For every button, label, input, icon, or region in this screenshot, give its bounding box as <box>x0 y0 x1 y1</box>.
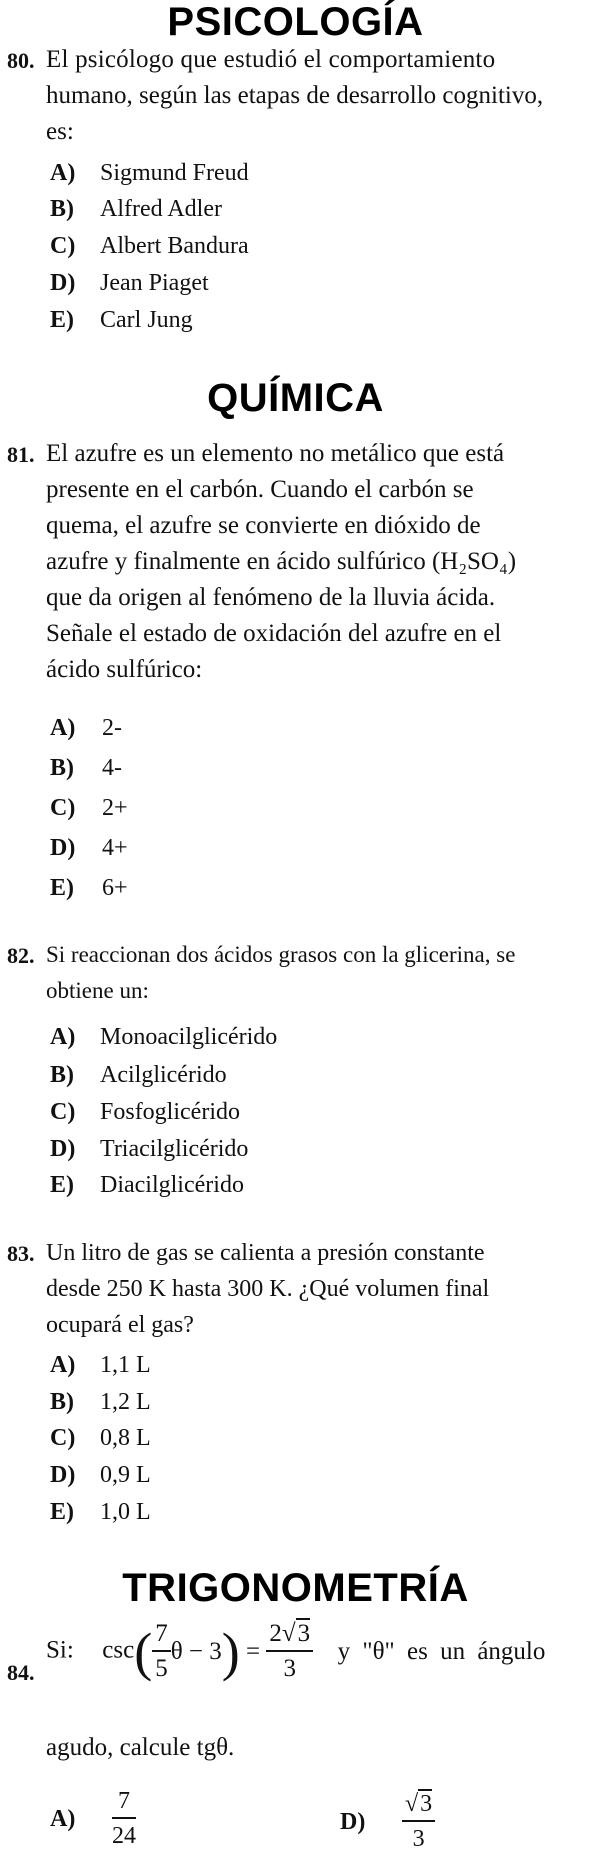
option-d[interactable] <box>50 1136 248 1163</box>
option-text: 2- <box>102 715 122 741</box>
option-text: Diacilglicérido <box>100 1172 244 1198</box>
option-letter: E) <box>50 875 74 901</box>
text-line: El psicólogo que estudió el comportamiento <box>46 46 496 73</box>
option-c[interactable] <box>50 1099 240 1126</box>
option-text: 4+ <box>102 835 128 861</box>
question-number: 81. <box>7 442 35 467</box>
option-e[interactable] <box>50 307 193 334</box>
text-line: que da origen al fenómeno de la lluvia ácida. <box>46 584 496 611</box>
question-text: agudo, calcule tgθ. <box>46 1734 235 1761</box>
right-paren: ) <box>221 1622 240 1682</box>
radicand: 3 <box>420 1791 433 1817</box>
option-letter: B) <box>50 196 74 222</box>
section-title-psicologia: PSICOLOGÍA <box>167 0 424 44</box>
option-text: 0,9 L <box>100 1462 151 1488</box>
text-line: ocupará el gas? <box>46 1312 194 1338</box>
si-label: Si: <box>46 1636 74 1664</box>
option-text: 2+ <box>102 795 128 821</box>
option-text: Carl Jung <box>100 307 193 333</box>
fraction-denominator: 3 <box>283 1655 296 1682</box>
text-line: es: <box>46 118 74 145</box>
option-letter: A) <box>50 1024 76 1050</box>
option-a[interactable] <box>50 715 122 742</box>
text-line: desde 250 K hasta 300 K. ¿Qué volumen final <box>46 1276 490 1302</box>
fraction-numerator <box>402 1788 435 1822</box>
question-number: 83. <box>7 1241 35 1266</box>
option-letter: A) <box>50 1805 76 1832</box>
option-text: 1,2 L <box>100 1389 151 1415</box>
option-e[interactable] <box>50 1172 244 1199</box>
option-b[interactable] <box>50 1062 227 1089</box>
question-number: 84. <box>7 1660 35 1685</box>
option-fraction <box>402 1788 435 1856</box>
option-d[interactable] <box>50 270 209 297</box>
option-letter: A) <box>50 160 76 186</box>
option-letter: E) <box>50 1499 74 1525</box>
option-text: Triacilglicérido <box>100 1136 249 1162</box>
option-b[interactable] <box>50 755 122 782</box>
option-letter: D) <box>50 1462 76 1488</box>
csc-function: csc <box>102 1636 135 1664</box>
question-text <box>46 937 582 1009</box>
coefficient: 2 <box>269 1620 282 1647</box>
section-title-trigonometria: TRIGONOMETRÍA <box>122 1566 469 1610</box>
text-line: ácido sulfúrico: <box>46 656 203 683</box>
text-line: quema, el azufre se convierte en dióxido de <box>46 512 481 539</box>
question-number: 80. <box>7 48 35 73</box>
question-text <box>46 42 582 150</box>
option-text: Albert Bandura <box>100 233 249 259</box>
option-e[interactable] <box>50 875 128 902</box>
option-c[interactable] <box>50 1425 151 1452</box>
text-line: Un litro de gas se calienta a presión constante <box>46 1240 485 1266</box>
option-a[interactable] <box>50 1785 136 1853</box>
text-line: azufre y finalmente en ácido sulfúrico (H₂SO₄) <box>46 548 517 575</box>
option-letter: E) <box>50 1172 74 1198</box>
sqrt-symbol: √3 <box>281 1620 311 1647</box>
option-b[interactable] <box>50 1389 151 1416</box>
question-text <box>46 1235 582 1343</box>
fraction-denominator: 3 <box>412 1826 425 1852</box>
option-letter: D) <box>50 1136 76 1162</box>
option-fraction <box>112 1785 136 1853</box>
option-letter: C) <box>50 1425 76 1451</box>
option-text: Monoacilglicérido <box>100 1024 278 1050</box>
fraction-numerator: 7 <box>152 1618 171 1652</box>
option-text: Jean Piaget <box>100 270 209 296</box>
option-d[interactable] <box>340 1788 435 1856</box>
option-d[interactable] <box>50 1462 151 1489</box>
equals-sign: = <box>246 1638 261 1665</box>
question-text <box>46 436 582 688</box>
option-letter: D) <box>340 1808 366 1835</box>
option-letter: C) <box>50 795 76 821</box>
option-text: Acilglicérido <box>100 1062 227 1088</box>
text-line: obtiene un: <box>46 978 149 1003</box>
option-letter: D) <box>50 835 76 861</box>
option-d[interactable] <box>50 835 128 862</box>
option-text: 1,0 L <box>100 1499 151 1525</box>
fraction-numerator <box>266 1618 313 1652</box>
option-text: 0,8 L <box>100 1425 151 1451</box>
option-letter: A) <box>50 1352 76 1378</box>
condition-text: y "θ" es un ángulo <box>337 1638 546 1665</box>
option-letter: B) <box>50 1062 74 1088</box>
option-letter: D) <box>50 270 76 296</box>
option-text: Alfred Adler <box>100 196 222 222</box>
text-line: presente en el carbón. Cuando el carbón se <box>46 476 474 503</box>
question-equation <box>46 1618 545 1686</box>
option-a[interactable] <box>50 160 249 187</box>
option-text: 1,1 L <box>100 1352 151 1378</box>
sqrt-symbol: √3 <box>405 1791 433 1817</box>
fraction-denominator: 5 <box>155 1655 168 1682</box>
text-line: Si reaccionan dos ácidos grasos con la glicerina, se <box>46 942 516 967</box>
text-line: humano, según las etapas de desarrollo cognitivo, <box>46 82 544 109</box>
fraction-numerator: 7 <box>112 1785 136 1819</box>
fraction-denominator: 24 <box>112 1823 136 1849</box>
text-line: El azufre es un elemento no metálico que está <box>46 440 505 467</box>
option-text: Fosfoglicérido <box>100 1099 240 1125</box>
radicand: 3 <box>297 1620 311 1647</box>
option-e[interactable] <box>50 1499 151 1526</box>
fraction-two-root-three-over-three <box>266 1618 313 1686</box>
fraction-seven-fifths <box>152 1618 171 1686</box>
option-letter: A) <box>50 715 76 741</box>
option-letter: C) <box>50 1099 76 1125</box>
option-c[interactable] <box>50 795 128 822</box>
option-text: 4- <box>102 755 122 781</box>
option-letter: B) <box>50 1389 74 1415</box>
option-a[interactable] <box>50 1352 151 1379</box>
option-a[interactable] <box>50 1024 277 1051</box>
section-title-quimica: QUÍMICA <box>207 376 384 420</box>
question-number: 82. <box>7 943 35 968</box>
theta-minus-three: θ − 3 <box>170 1638 222 1665</box>
option-letter: E) <box>50 307 74 333</box>
text-line: Señale el estado de oxidación del azufre en el <box>46 620 502 647</box>
option-text: 6+ <box>102 875 128 901</box>
option-text: Sigmund Freud <box>100 160 249 186</box>
left-paren: ( <box>134 1622 153 1682</box>
option-b[interactable] <box>50 196 222 223</box>
option-c[interactable] <box>50 233 249 260</box>
option-letter: C) <box>50 233 76 259</box>
option-letter: B) <box>50 755 74 781</box>
